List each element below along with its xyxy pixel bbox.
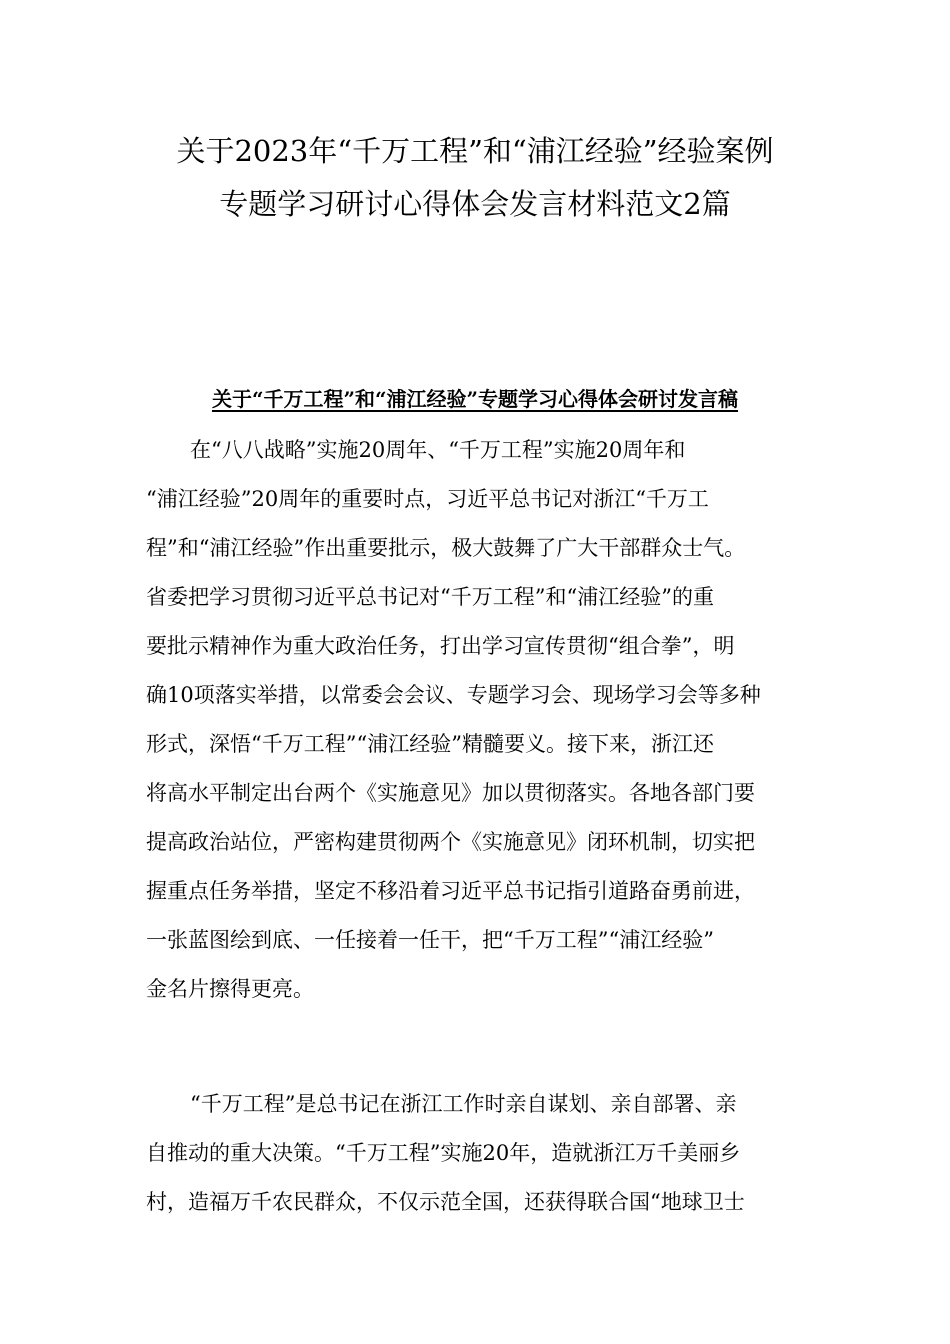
paragraph-line: 握重点任务举措，坚定不移沿着习近平总书记指引道路奋勇前进， [146, 879, 755, 903]
paragraph-2 [146, 1080, 826, 1227]
document-title-line-1: 关于2023年“千万工程”和“浦江经验”经验案例 [176, 134, 774, 168]
paragraph-1 [146, 426, 826, 1014]
paragraph-line: 要批示精神作为重大政治任务，打出学习宣传贯彻“组合拳”，明 [146, 634, 735, 658]
section-heading: 关于“千万工程”和“浦江经验”专题学习心得体会研讨发言稿 [211, 387, 738, 411]
document-title [80, 131, 870, 224]
paragraph-line: 将高水平制定出台两个《实施意见》加以贯彻落实。各地各部门要 [146, 781, 755, 805]
paragraph-line: 自推动的重大决策。“千万工程”实施20年，造就浙江万千美丽乡 [146, 1141, 741, 1165]
paragraph-line: 确10项落实举措，以常委会会议、专题学习会、现场学习会等多种 [146, 683, 761, 707]
paragraph-line: 村，造福万千农民群众，不仅示范全国，还获得联合国“地球卫士 [146, 1190, 745, 1214]
paragraph-line: 省委把学习贯彻习近平总书记对“千万工程”和“浦江经验”的重 [146, 585, 714, 609]
paragraph-line: 形式，深悟“千万工程”“浦江经验”精髓要义。接下来，浙江还 [146, 732, 714, 756]
paragraph-line: 金名片擦得更亮。 [146, 977, 314, 1001]
document-title-line-2: 专题学习研讨心得体会发言材料范文2篇 [219, 187, 731, 221]
paragraph-line: 在“八八战略”实施20周年、“千万工程”实施20周年和 [190, 438, 686, 462]
paragraph-line: “千万工程”是总书记在浙江工作时亲自谋划、亲自部署、亲 [190, 1092, 737, 1116]
paragraph-line: “浦江经验”20周年的重要时点，习近平总书记对浙江“千万工 [146, 487, 709, 511]
paragraph-line: 一张蓝图绘到底、一任接着一任干，把“千万工程”“浦江经验” [146, 928, 714, 952]
paragraph-line: 提高政治站位，严密构建贯彻两个《实施意见》闭环机制，切实把 [146, 830, 755, 854]
paragraph-line: 程”和“浦江经验”作出重要批示，极大鼓舞了广大干部群众士气。 [146, 536, 746, 560]
